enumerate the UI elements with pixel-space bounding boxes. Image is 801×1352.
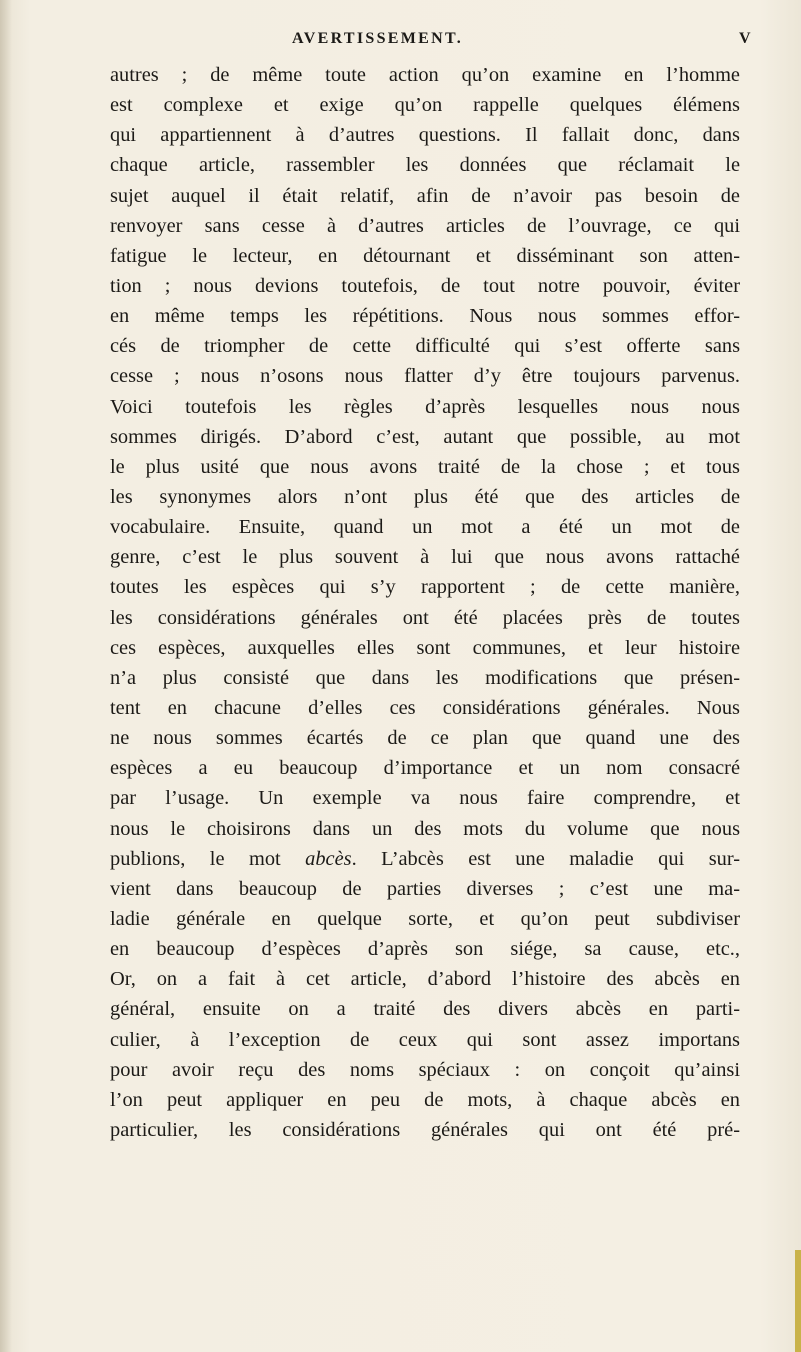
text-line: sujet auquel il était relatif, afin de n’avoir pas besoin de (110, 184, 740, 207)
text-line: qui appartiennent à d’autres questions. Il fallait donc, dans (110, 124, 740, 147)
text-line: cés de triompher de cette difficulté qui s’est offerte sans (110, 335, 740, 358)
text-line: tent en chacune d’elles ces considérations générales. Nous (110, 696, 740, 719)
text-line: chaque article, rassembler les données que réclamait le (110, 154, 740, 177)
text-line: vocabulaire. Ensuite, quand un mot a été un mot de (110, 516, 740, 539)
text-line: général, ensuite on a traité des divers abcès en parti- (110, 998, 740, 1021)
running-title: AVERTISSEMENT. (292, 30, 464, 47)
page-edge-marker (795, 1250, 801, 1352)
binding-shadow (0, 0, 12, 1352)
emphasized-word: abcès (305, 847, 352, 870)
text-line: toutes les espèces qui s’y rapportent ; de cette manière, (110, 576, 740, 599)
text-line (110, 844, 740, 874)
text-line: en même temps les répétitions. Nous nous sommes effor- (110, 305, 740, 328)
text-line: est complexe et exige qu’on rappelle quelques élémens (110, 94, 740, 117)
text-line: l’on peut appliquer en peu de mots, à chaque abcès en (110, 1088, 740, 1111)
text-line: renvoyer sans cesse à d’autres articles de l’ouvrage, ce qui (110, 214, 740, 237)
text-line: Voici toutefois les règles d’après lesquelles nous nous (110, 395, 740, 418)
text-fragment: publions, le mot (110, 847, 306, 870)
text-line: espèces a eu beaucoup d’importance et un nom consacré (110, 757, 740, 780)
text-line: cesse ; nous n’osons nous flatter d’y être toujours parvenus. (110, 365, 740, 388)
running-head (0, 30, 801, 50)
text-line: ces espèces, auxquelles elles sont communes, et leur histoire (110, 636, 740, 659)
text-line: nous le choisirons dans un des mots du volume que nous (110, 817, 740, 840)
page-number: V (739, 30, 751, 47)
text-line: n’a plus consisté que dans les modifications que présen- (110, 666, 740, 689)
text-fragment: . L’abcès est une maladie qui sur- (351, 847, 740, 870)
text-line: autres ; de même toute action qu’on examine en l’homme (110, 64, 740, 86)
text-line: sommes dirigés. D’abord c’est, autant que possible, au mot (110, 425, 740, 448)
text-line: fatigue le lecteur, en détournant et disséminant son atten- (110, 244, 740, 267)
text-line: le plus usité que nous avons traité de la chose ; et tous (110, 455, 740, 478)
text-line: ne nous sommes écartés de ce plan que quand une des (110, 727, 740, 750)
text-line: tion ; nous devions toutefois, de tout notre pouvoir, éviter (110, 274, 740, 297)
text-line: les considérations générales ont été placées près de toutes (110, 606, 740, 629)
text-line: les synonymes alors n’ont plus été que des articles de (110, 485, 740, 508)
text-line: ladie générale en quelque sorte, et qu’on peut subdiviser (110, 907, 740, 930)
body-text (110, 60, 740, 1145)
text-line: pour avoir reçu des noms spéciaux : on conçoit qu’ainsi (110, 1058, 740, 1081)
text-line: en beaucoup d’espèces d’après son siége, sa cause, etc., (110, 938, 740, 961)
text-line: Or, on a fait à cet article, d’abord l’histoire des abcès en (110, 968, 740, 991)
text-line: particulier, les considérations générales qui ont été pré- (110, 1118, 740, 1141)
text-line: vient dans beaucoup de parties diverses ; c’est une ma- (110, 877, 740, 900)
text-line: par l’usage. Un exemple va nous faire comprendre, et (110, 787, 740, 810)
text-line: genre, c’est le plus souvent à lui que nous avons rattaché (110, 546, 740, 569)
text-line: culier, à l’exception de ceux qui sont assez importans (110, 1028, 740, 1051)
